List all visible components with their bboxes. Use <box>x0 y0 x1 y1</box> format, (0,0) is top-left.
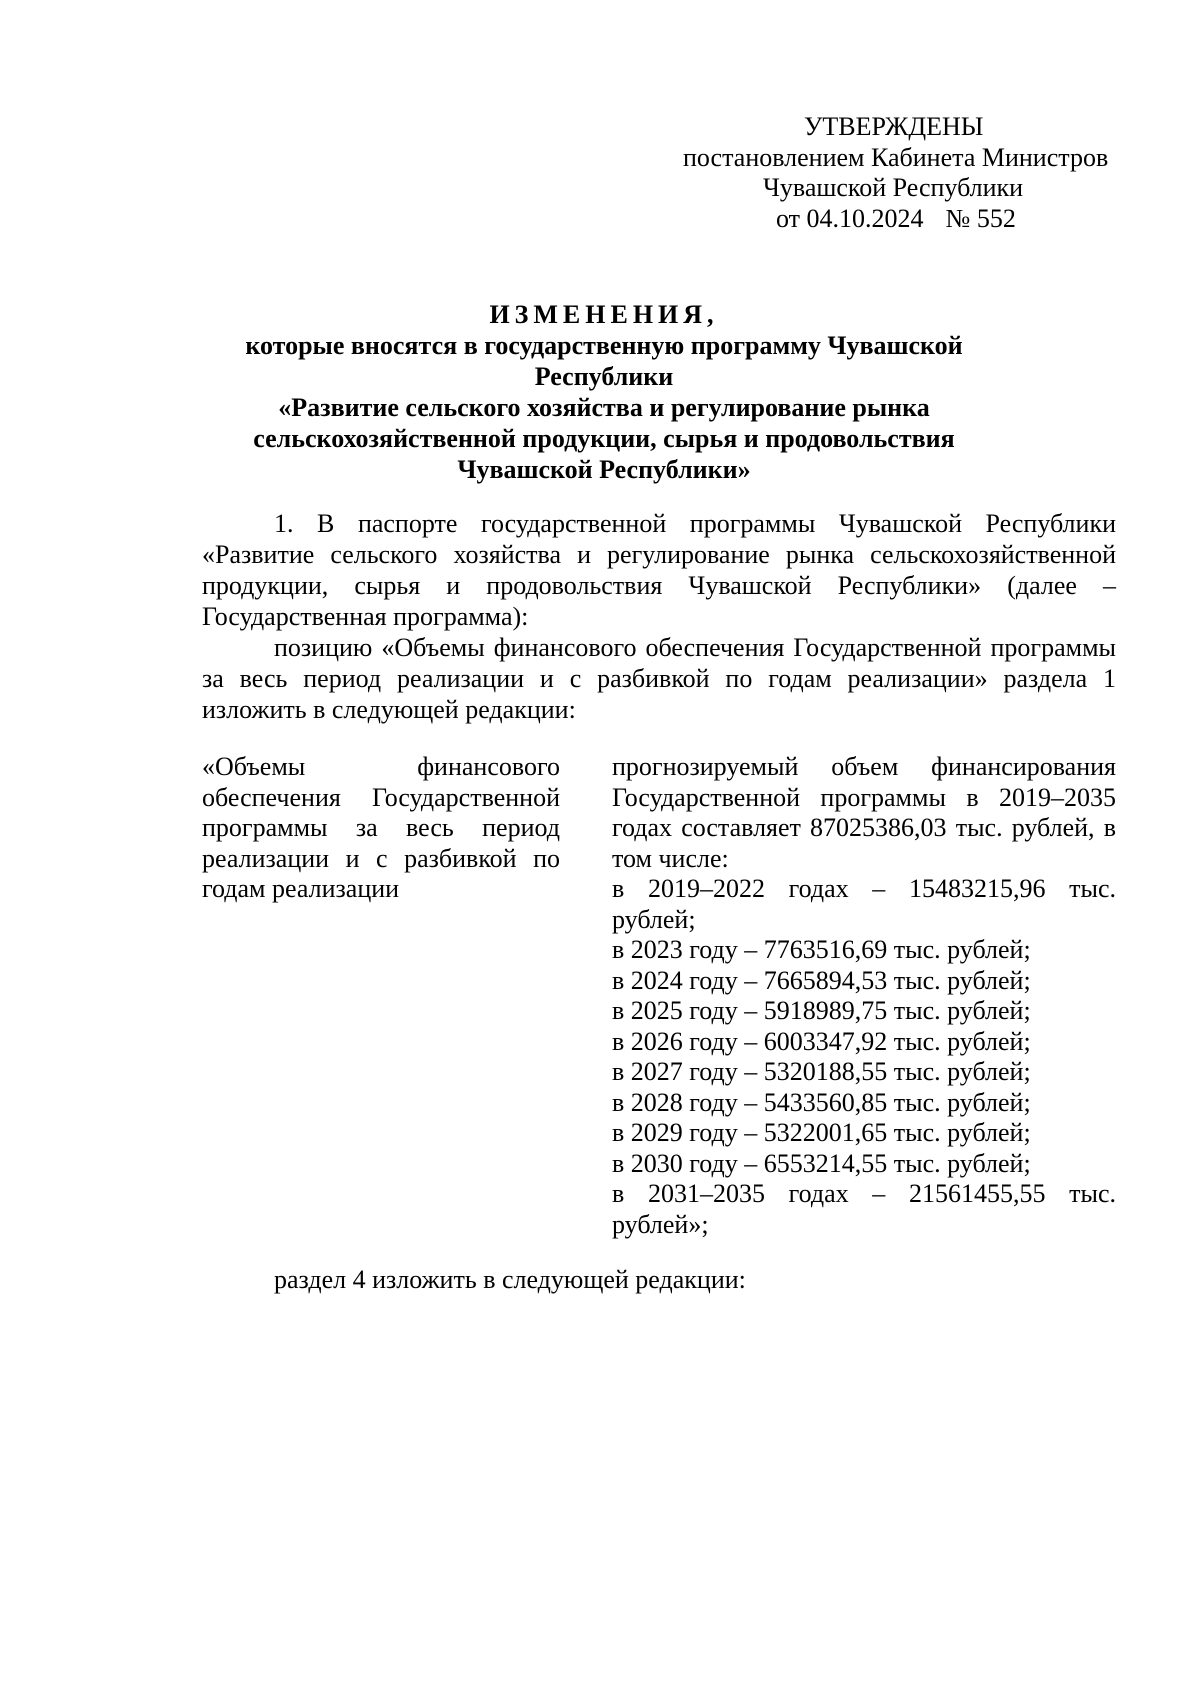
finance-position-value <box>612 752 1116 1240</box>
title-line-4: Чувашской Республики» <box>457 455 751 484</box>
approval-line-republic: Чувашской Республики <box>763 173 1024 202</box>
finance-item: в 2031–2035 годах – 21561455,55 тыс. рублей»; <box>612 1179 1116 1239</box>
finance-item: в 2019–2022 годах – 15483215,96 тыс. рублей; <box>612 874 1116 934</box>
approval-line-approved: УТВЕРЖДЕНЫ <box>804 112 984 141</box>
paragraph-1: 1. В паспорте государственной программы Чувашской Республики «Развитие сельского хозяйства и регулирование рынка сельскохозяйственной продукции, сырья и продовольствия Чувашской Республики» (далее – Государственная программа): <box>202 509 1116 631</box>
body-text <box>202 508 1116 725</box>
finance-item: в 2023 году – 7763516,69 тыс. рублей; <box>612 935 1031 964</box>
finance-item: в 2027 году – 5320188,55 тыс. рублей; <box>612 1057 1031 1086</box>
finance-item: в 2024 году – 7665894,53 тыс. рублей; <box>612 965 1031 995</box>
approval-line-resolution: постановлением Кабинета Министров <box>683 142 1109 172</box>
document-title <box>200 299 1008 485</box>
closing-line: раздел 4 изложить в следующей редакции: <box>274 1265 746 1294</box>
finance-item: в 2025 году – 5918989,75 тыс. рублей; <box>612 996 1031 1025</box>
finance-position-name: «Объемы финансового обеспечения Государственной программы за весь период реализации и с разбивкой по годам реализации <box>202 752 560 903</box>
finance-item: в 2029 году – 5322001,65 тыс. рублей; <box>612 1118 1031 1147</box>
paragraph-2: позицию «Объемы финансового обеспечения Государственной программы за весь период реализации и с разбивкой по годам реализации» раздела 1 изложить в следующей редакции: <box>202 633 1116 724</box>
approval-date: от 04.10.2024 <box>776 203 924 233</box>
finance-item: в 2030 году – 6553214,55 тыс. рублей; <box>612 1148 1031 1178</box>
finance-item: в 2028 году – 5433560,85 тыс. рублей; <box>612 1087 1031 1117</box>
title-line-1: которые вносятся в государственную программу Чувашской Республики <box>245 331 963 391</box>
approval-number: № 552 <box>945 203 1016 233</box>
finance-intro: прогнозируемый объем финансирования Государственной программы в 2019–2035 годах составляет 87025386,03 тыс. рублей, в том числе: <box>612 752 1116 873</box>
title-heading: ИЗМЕНЕНИЯ, <box>489 300 719 329</box>
approval-line-date <box>660 204 1140 235</box>
finance-item: в 2026 году – 6003347,92 тыс. рублей; <box>612 1026 1031 1056</box>
approval-stamp <box>660 112 1140 234</box>
title-line-3: сельскохозяйственной продукции, сырья и продовольствия <box>253 424 955 453</box>
title-line-2: «Развитие сельского хозяйства и регулирование рынка <box>278 393 930 422</box>
